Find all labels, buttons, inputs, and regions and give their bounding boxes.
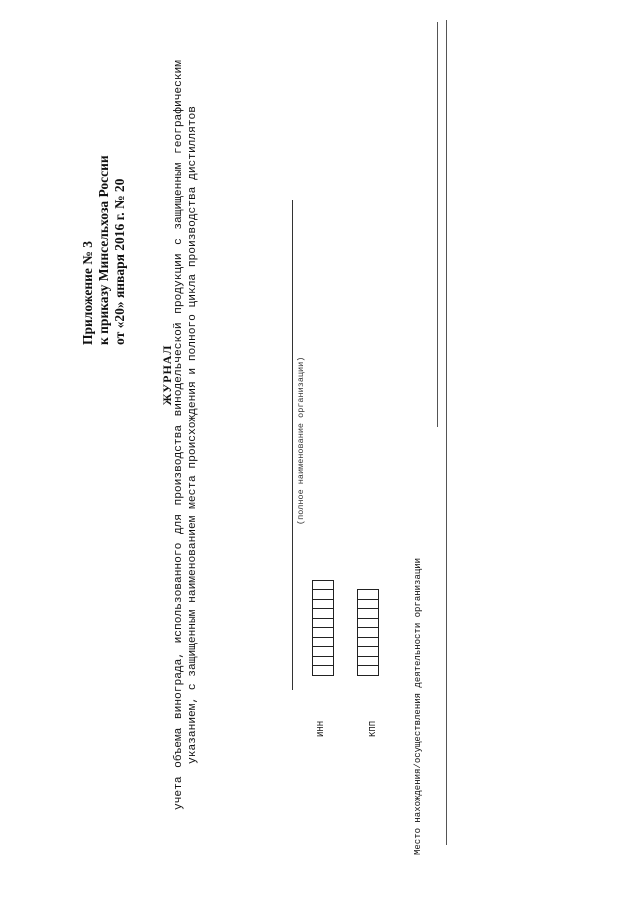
appendix-header (80, 15, 128, 345)
journal-title: ЖУРНАЛ (160, 344, 174, 406)
kpp-digit-cell[interactable] (357, 647, 379, 658)
kpp-digit-cell[interactable] (357, 656, 379, 667)
location-label: Место нахождения/осуществления деятельности организации (413, 557, 423, 855)
kpp-input-cells[interactable] (357, 590, 379, 676)
kpp-label: КПП (368, 720, 378, 737)
inn-label: ИНН (316, 720, 326, 737)
kpp-digit-cell[interactable] (357, 599, 379, 610)
kpp-digit-cell[interactable] (357, 628, 379, 639)
location-line (437, 22, 438, 427)
inn-digit-cell[interactable] (312, 637, 334, 648)
kpp-digit-cell[interactable] (357, 590, 379, 601)
organization-name-line (292, 200, 293, 690)
kpp-digit-cell[interactable] (357, 666, 379, 677)
appendix-order-ref: к приказу Минсельхоза России (96, 155, 111, 345)
inn-digit-cell[interactable] (312, 647, 334, 658)
kpp-digit-cell[interactable] (357, 637, 379, 648)
appendix-order-date: от «20» января 2016 г. № 20 (112, 178, 127, 345)
organization-name-caption: (полное наименование организации) (296, 356, 306, 525)
location-underline (446, 20, 447, 845)
inn-digit-cell[interactable] (312, 656, 334, 667)
inn-digit-cell[interactable] (312, 590, 334, 601)
inn-digit-cell[interactable] (312, 609, 334, 620)
appendix-number: Приложение № 3 (80, 241, 95, 345)
kpp-digit-cell[interactable] (357, 618, 379, 629)
journal-description: учета объема винограда, использованного для производства винодельческой продукции с защищенным географическим указанием, с защищенным наименованием места происхождения и полного цикла производства дистиллятов (173, 60, 199, 810)
inn-digit-cell[interactable] (312, 599, 334, 610)
inn-digit-cell[interactable] (312, 618, 334, 629)
kpp-digit-cell[interactable] (357, 609, 379, 620)
inn-input-cells[interactable] (312, 580, 334, 675)
inn-digit-cell[interactable] (312, 580, 334, 591)
inn-digit-cell[interactable] (312, 666, 334, 677)
inn-digit-cell[interactable] (312, 628, 334, 639)
